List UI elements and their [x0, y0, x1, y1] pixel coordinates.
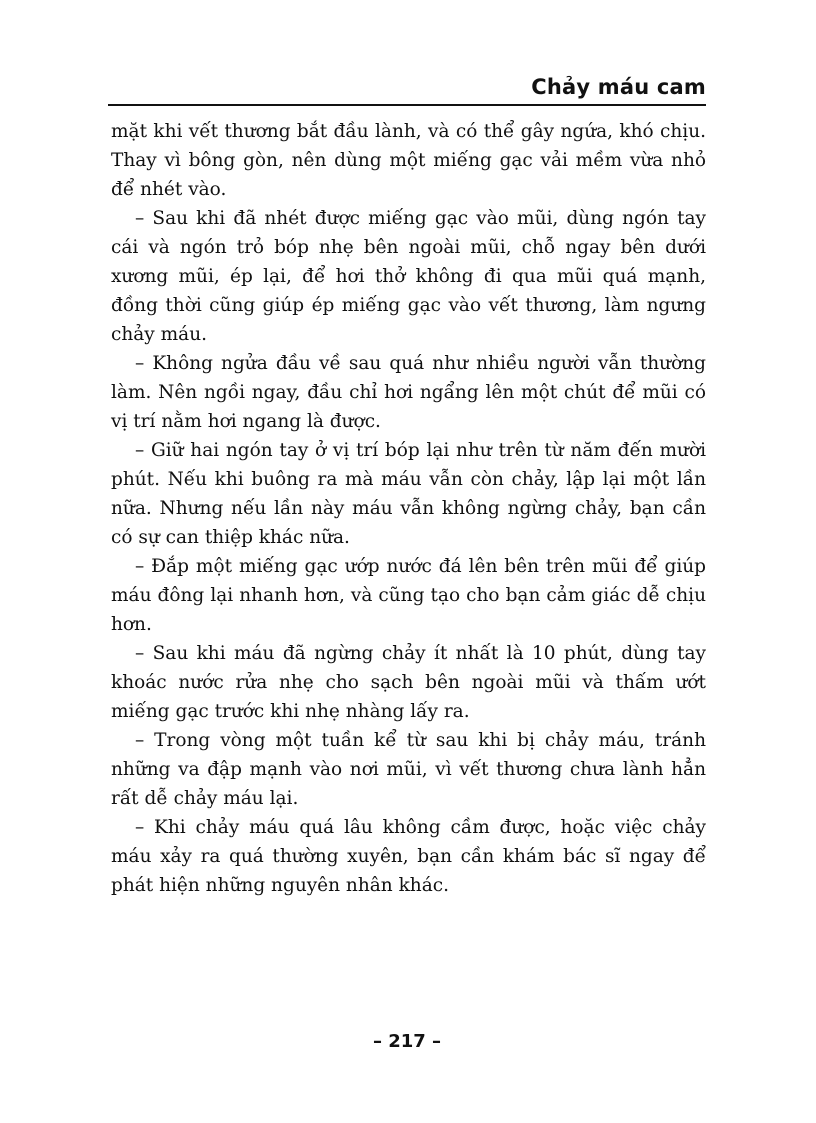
paragraph: – Sau khi đã nhét được miếng gạc vào mũi, dùng ngón tay cái và ngón trỏ bóp nhẹ bên ngoài mũi, chỗ ngay bên dưới xương mũi, ép lại, để hơi thở không đi qua mũi quá mạnh, đồng thời cũng giúp ép miếng gạc vào vết thương, làm ngưng chảy máu.	[111, 208, 706, 345]
running-header-title: Chảy máu cam	[531, 75, 706, 99]
paragraph-continuation: mặt khi vết thương bắt đầu lành, và có thể gây ngứa, khó chịu. Thay vì bông gòn, nên dùng một miếng gạc vải mềm vừa nhỏ để nhét vào.	[111, 121, 706, 200]
paragraph: – Giữ hai ngón tay ở vị trí bóp lại như trên từ năm đến mười phút. Nếu khi buông ra mà máu vẫn còn chảy, lập lại một lần nữa. Nhưng nếu lần này máu vẫn không ngừng chảy, bạn cần có sự can thiệp khác nữa.	[111, 440, 706, 548]
paragraph: – Không ngửa đầu về sau quá như nhiều người vẫn thường làm. Nên ngồi ngay, đầu chỉ hơi ngẩng lên một chút để mũi có vị trí nằm hơi ngang là được.	[111, 353, 706, 432]
header-divider	[108, 104, 706, 106]
paragraph: – Trong vòng một tuần kể từ sau khi bị chảy máu, tránh những va đập mạnh vào nơi mũi, vì vết thương chưa lành hẳn rất dễ chảy máu lại.	[111, 730, 706, 809]
paragraph: – Đắp một miếng gạc ướp nước đá lên bên trên mũi để giúp máu đông lại nhanh hơn, và cũng tạo cho bạn cảm giác dễ chịu hơn.	[111, 556, 706, 635]
paragraph: – Khi chảy máu quá lâu không cầm được, hoặc việc chảy máu xảy ra quá thường xuyên, bạn cần khám bác sĩ ngay để phát hiện những nguyên nhân khác.	[111, 817, 706, 896]
paragraph: – Sau khi máu đã ngừng chảy ít nhất là 10 phút, dùng tay khoác nước rửa nhẹ cho sạch bên ngoài mũi và thấm ướt miếng gạc trước khi nhẹ nhàng lấy ra.	[111, 643, 706, 722]
page-number: – 217 –	[372, 1031, 442, 1052]
body-text	[111, 117, 706, 900]
